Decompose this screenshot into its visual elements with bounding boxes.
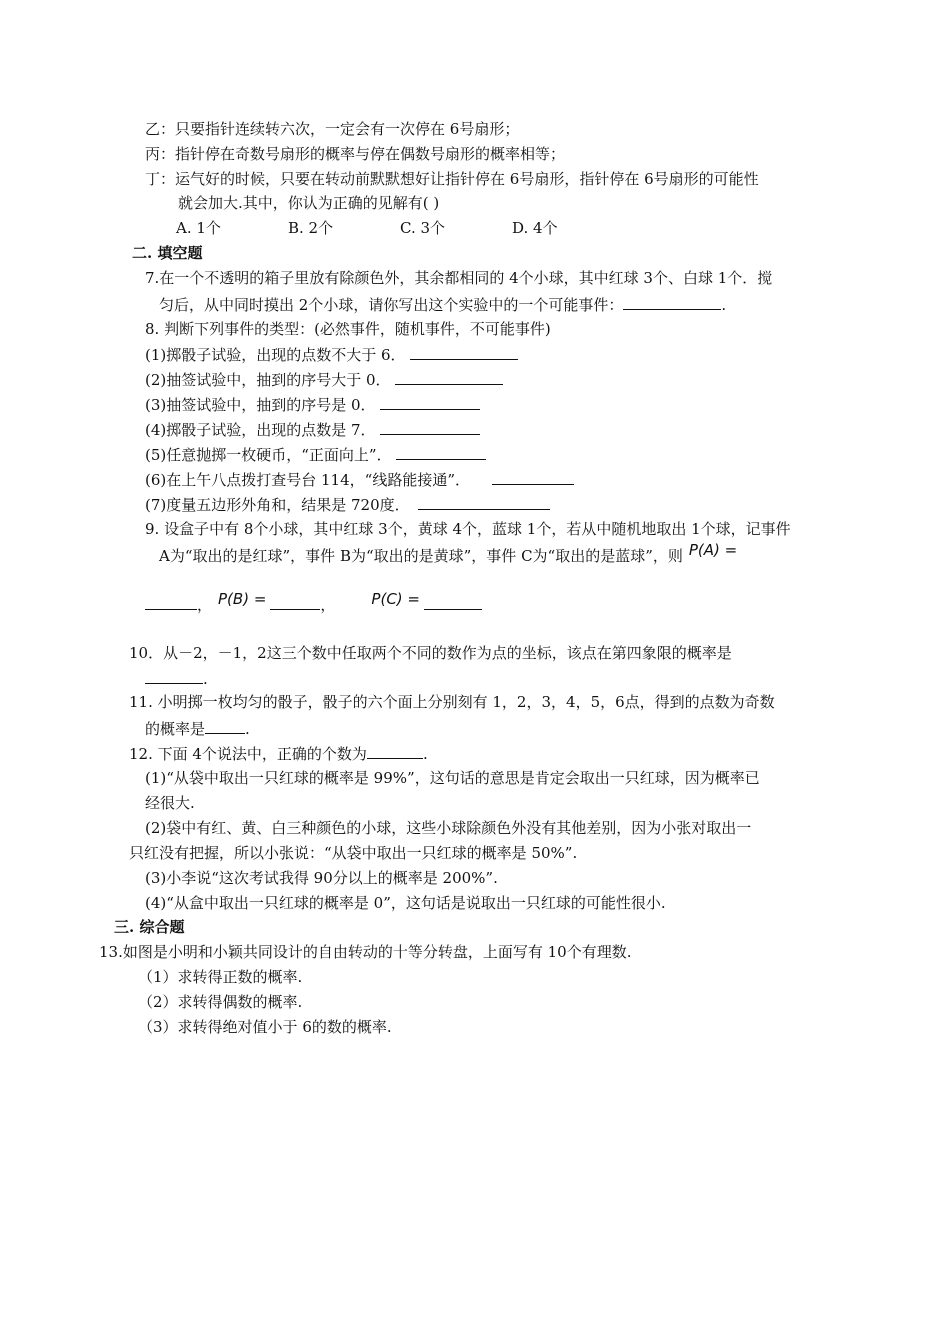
q11-end: .	[245, 720, 250, 738]
q11-answer-blank[interactable]	[205, 718, 245, 734]
q6-option-b: B. 2个	[288, 219, 334, 237]
q12-line1	[129, 743, 428, 764]
q10-answer-blank[interactable]	[145, 668, 203, 684]
q8-item-2-blank[interactable]	[395, 369, 503, 385]
q11-line1: 11. 小明掷一枚均匀的骰子，骰子的六个面上分别刻有 1，2，3，4，5，6点，得到的点数为奇数	[129, 693, 775, 711]
q9-comma: ，	[197, 596, 213, 614]
q9-line1: 9. 设盒子中有 8个小球，其中红球 3个，黄球 4个，蓝球 1个，若从中随机地取出 1个球，记事件	[145, 520, 791, 538]
q12-text: 12. 下面 4个说法中，正确的个数为	[129, 745, 367, 763]
q7-line2	[159, 294, 726, 315]
q8-item-1-text: (1)掷骰子试验，出现的点数不大于 6．	[145, 346, 406, 364]
q9-line3	[145, 590, 482, 615]
q8-item-6	[145, 469, 574, 490]
q12-statement-1b: 经很大.	[145, 794, 195, 812]
q6-statement-bing: 丙：指针停在奇数号扇形的概率与停在偶数号扇形的概率相等；	[145, 145, 566, 163]
q9-pb: P(B) =	[218, 590, 267, 608]
q8-item-2-text: (2)抽签试验中，抽到的序号大于 0．	[145, 371, 391, 389]
section3-title: 三. 综合题	[114, 918, 185, 936]
q10-end: .	[203, 670, 208, 688]
q9-comma-2: ，	[320, 596, 336, 614]
q8-item-7	[145, 494, 550, 515]
q6-options	[176, 218, 624, 238]
q8-item-2	[145, 369, 503, 390]
q11-line2	[145, 718, 250, 739]
q7-line1: 7.在一个不透明的箱子里放有除颜色外，其余都相同的 4个小球，其中红球 3个、白球 1个．搅	[145, 269, 773, 287]
q8-item-1-blank[interactable]	[410, 344, 518, 360]
q13-line1: 13.如图是小明和小颖共同设计的自由转动的十等分转盘，上面写有 10个有理数.	[99, 943, 632, 961]
q8-item-3-blank[interactable]	[380, 394, 480, 410]
section2-title: 二. 填空题	[132, 244, 203, 262]
q7-text: 匀后，从中同时摸出 2个小球，请你写出这个实验中的一个可能事件：	[159, 296, 624, 314]
q8-title: 8. 判断下列事件的类型：(必然事件，随机事件，不可能事件)	[145, 320, 551, 338]
q7-answer-blank[interactable]	[623, 294, 721, 310]
q12-statement-3: (3)小李说“这次考试我得 90分以上的概率是 200%”.	[145, 869, 498, 887]
q8-item-5	[145, 444, 486, 465]
q8-item-5-blank[interactable]	[396, 444, 486, 460]
q6-statement-ding-line2: 就会加大.其中，你认为正确的见解有( )	[178, 194, 440, 212]
q11-text: 的概率是	[145, 720, 206, 738]
q8-item-7-text: (7)度量五边形外角和，结果是 720度．	[145, 496, 410, 514]
q12-statement-2a: (2)袋中有红、黄、白三种颜色的小球，这些小球除颜色外没有其他差别，因为小张对取出一	[145, 819, 752, 837]
q13-sub3: （3）求转得绝对值小于 6的数的概率.	[138, 1018, 392, 1036]
q9-pc: P(C) =	[371, 590, 420, 608]
q8-item-5-text: (5)任意抛掷一枚硬币，“正面向上”．	[145, 446, 392, 464]
q8-item-4-blank[interactable]	[380, 419, 480, 435]
q10-line2	[145, 668, 208, 689]
q8-item-3	[145, 394, 480, 415]
q8-item-6-blank[interactable]	[492, 469, 574, 485]
q8-item-6-text: (6)在上午八点拨打查号台 114，“线路能接通”．	[145, 471, 470, 489]
q9-pc-blank[interactable]	[424, 594, 482, 610]
q12-statement-2b: 只红没有把握，所以小张说：“从袋中取出一只红球的概率是 50%”.	[129, 844, 578, 862]
q9-line2-text: A为“取出的是红球”，事件 B为“取出的是黄球”，事件 C为“取出的是蓝球”，则	[159, 547, 683, 565]
q10-line1: 10．从－2，－1，2这三个数中任取两个不同的数作为点的坐标，该点在第四象限的概率是	[129, 644, 732, 662]
q7-end: .	[721, 296, 727, 314]
q8-item-7-blank[interactable]	[418, 494, 550, 510]
q9-pa: P(A) =	[688, 541, 738, 559]
q12-answer-blank[interactable]	[367, 743, 423, 759]
q6-option-a: A. 1个	[176, 219, 221, 237]
q12-end: .	[422, 745, 428, 763]
q9-line2	[159, 541, 738, 566]
q6-statement-ding-line1: 丁：运气好的时候，只要在转动前默默想好让指针停在 6号扇形，指针停在 6号扇形的可能性	[145, 170, 759, 188]
q13-sub1: （1）求转得正数的概率.	[138, 968, 303, 986]
q8-item-1	[145, 344, 518, 365]
q9-pa-blank[interactable]	[145, 594, 197, 610]
q8-item-3-text: (3)抽签试验中，抽到的序号是 0．	[145, 396, 376, 414]
q6-option-d: D. 4个	[512, 219, 558, 237]
q9-pb-blank[interactable]	[270, 594, 320, 610]
q12-statement-1a: (1)“从袋中取出一只红球的概率是 99%”，这句话的意思是肯定会取出一只红球，因为概率已	[145, 769, 760, 787]
q8-item-4	[145, 419, 480, 440]
q13-sub2: （2）求转得偶数的概率.	[138, 993, 303, 1011]
q6-statement-yi: 乙：只要指针连续转六次，一定会有一次停在 6号扇形；	[145, 120, 520, 138]
q12-statement-4: (4)“从盒中取出一只红球的概率是 0”，这句话是说取出一只红球的可能性很小.	[145, 894, 666, 912]
q6-option-c: C. 3个	[400, 219, 446, 237]
q8-item-4-text: (4)掷骰子试验，出现的点数是 7．	[145, 421, 376, 439]
